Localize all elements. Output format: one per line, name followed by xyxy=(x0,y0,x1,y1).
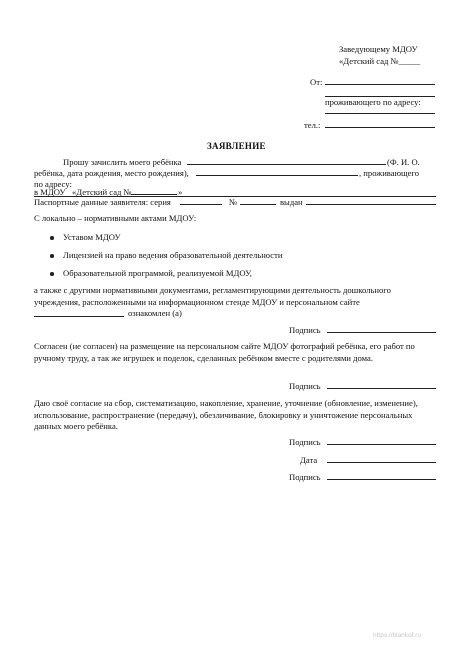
bullet-icon xyxy=(50,254,54,258)
bullet-icon xyxy=(50,272,54,276)
passport-number-field[interactable] xyxy=(240,196,276,205)
child-name-field[interactable] xyxy=(187,156,386,165)
request-line-4-close: » xyxy=(178,187,183,197)
acts-intro: С локально – нормативными актами МДОУ: xyxy=(34,213,197,223)
bullet-icon xyxy=(50,236,54,240)
from-field-line-2[interactable] xyxy=(325,88,435,97)
acquainted-signature-field[interactable] xyxy=(34,308,124,317)
signature-label-2: Подпись xyxy=(289,381,321,391)
child-birth-field[interactable] xyxy=(196,167,358,176)
signature-label-1: Подпись xyxy=(289,325,321,335)
signature-field-3[interactable] xyxy=(327,436,436,445)
passport-series-field[interactable] xyxy=(180,196,222,205)
request-line-2-end: , проживающего xyxy=(359,168,420,178)
signature-label-3: Подпись xyxy=(289,437,321,447)
passport-issued-field[interactable] xyxy=(306,196,436,205)
photo-consent-paragraph: Согласен (не согласен) на размещение на персональном сайте МДОУ фотографий ребёнка, его работ по ручному труду, а так же игрушек и поделок, сделанных ребёнком вместе с родителями дома. xyxy=(34,341,415,363)
addressee-line-2: «Детский сад №_____ xyxy=(339,56,421,66)
acts-paragraph: а также с другими нормативными документами, регламентирующими деятельность дошкольного учреждения, расположенными на информационном стенде МДОУ и персональном сайте xyxy=(34,285,391,307)
addressee-line-1: Заведующему МДОУ xyxy=(339,44,418,54)
residing-label: проживающего по адресу: xyxy=(325,97,421,107)
passport-number-label: № xyxy=(229,197,238,207)
request-line-2-start: ребёнка, дата рождения, место рождения), xyxy=(34,168,189,178)
acts-item-3: Образовательной программой, реализуемой МДОУ, xyxy=(63,268,252,278)
passport-issued-label: выдан xyxy=(280,197,303,207)
phone-label: тел.: xyxy=(304,120,321,130)
signature-field-4[interactable] xyxy=(327,471,436,480)
request-line-4-quote: «Детский сад № xyxy=(72,187,132,197)
request-line-4-start: в МДОУ xyxy=(34,187,66,197)
request-line-1-end: (Ф. И. О. xyxy=(387,157,420,167)
signature-label-4: Подпись xyxy=(289,472,321,482)
request-line-1-start: Прошу зачислить моего ребёнка xyxy=(63,157,182,167)
address-field[interactable] xyxy=(325,105,435,114)
phone-field[interactable] xyxy=(325,119,435,128)
data-consent-paragraph: Даю своё согласие на сбор, систематизацию, накопление, хранение, уточнение (обновление, изменение), использование, распространение (передачу), обезличивание, блокировку и уничтожение персональных данных моего ребёнка. xyxy=(34,398,418,432)
from-field[interactable] xyxy=(325,76,435,85)
date-field[interactable] xyxy=(327,454,436,463)
acquainted-label: ознакомлен (а) xyxy=(128,308,182,318)
request-line-3: по адресу: xyxy=(34,179,72,189)
signature-field-1[interactable] xyxy=(327,324,436,333)
acts-item-1: Уставом МДОУ xyxy=(63,232,121,242)
footer-watermark: https://blankof.ru xyxy=(373,632,422,639)
document-title: ЗАЯВЛЕНИЕ xyxy=(207,141,266,151)
kindergarten-number-field[interactable] xyxy=(131,186,177,195)
date-label: Дата xyxy=(300,455,318,465)
acts-item-2: Лицензией на право ведения образовательной деятельности xyxy=(63,250,283,260)
from-label: От: xyxy=(310,77,323,87)
passport-label: Паспортные данные заявителя: серия xyxy=(34,197,171,207)
signature-field-2[interactable] xyxy=(327,380,436,389)
